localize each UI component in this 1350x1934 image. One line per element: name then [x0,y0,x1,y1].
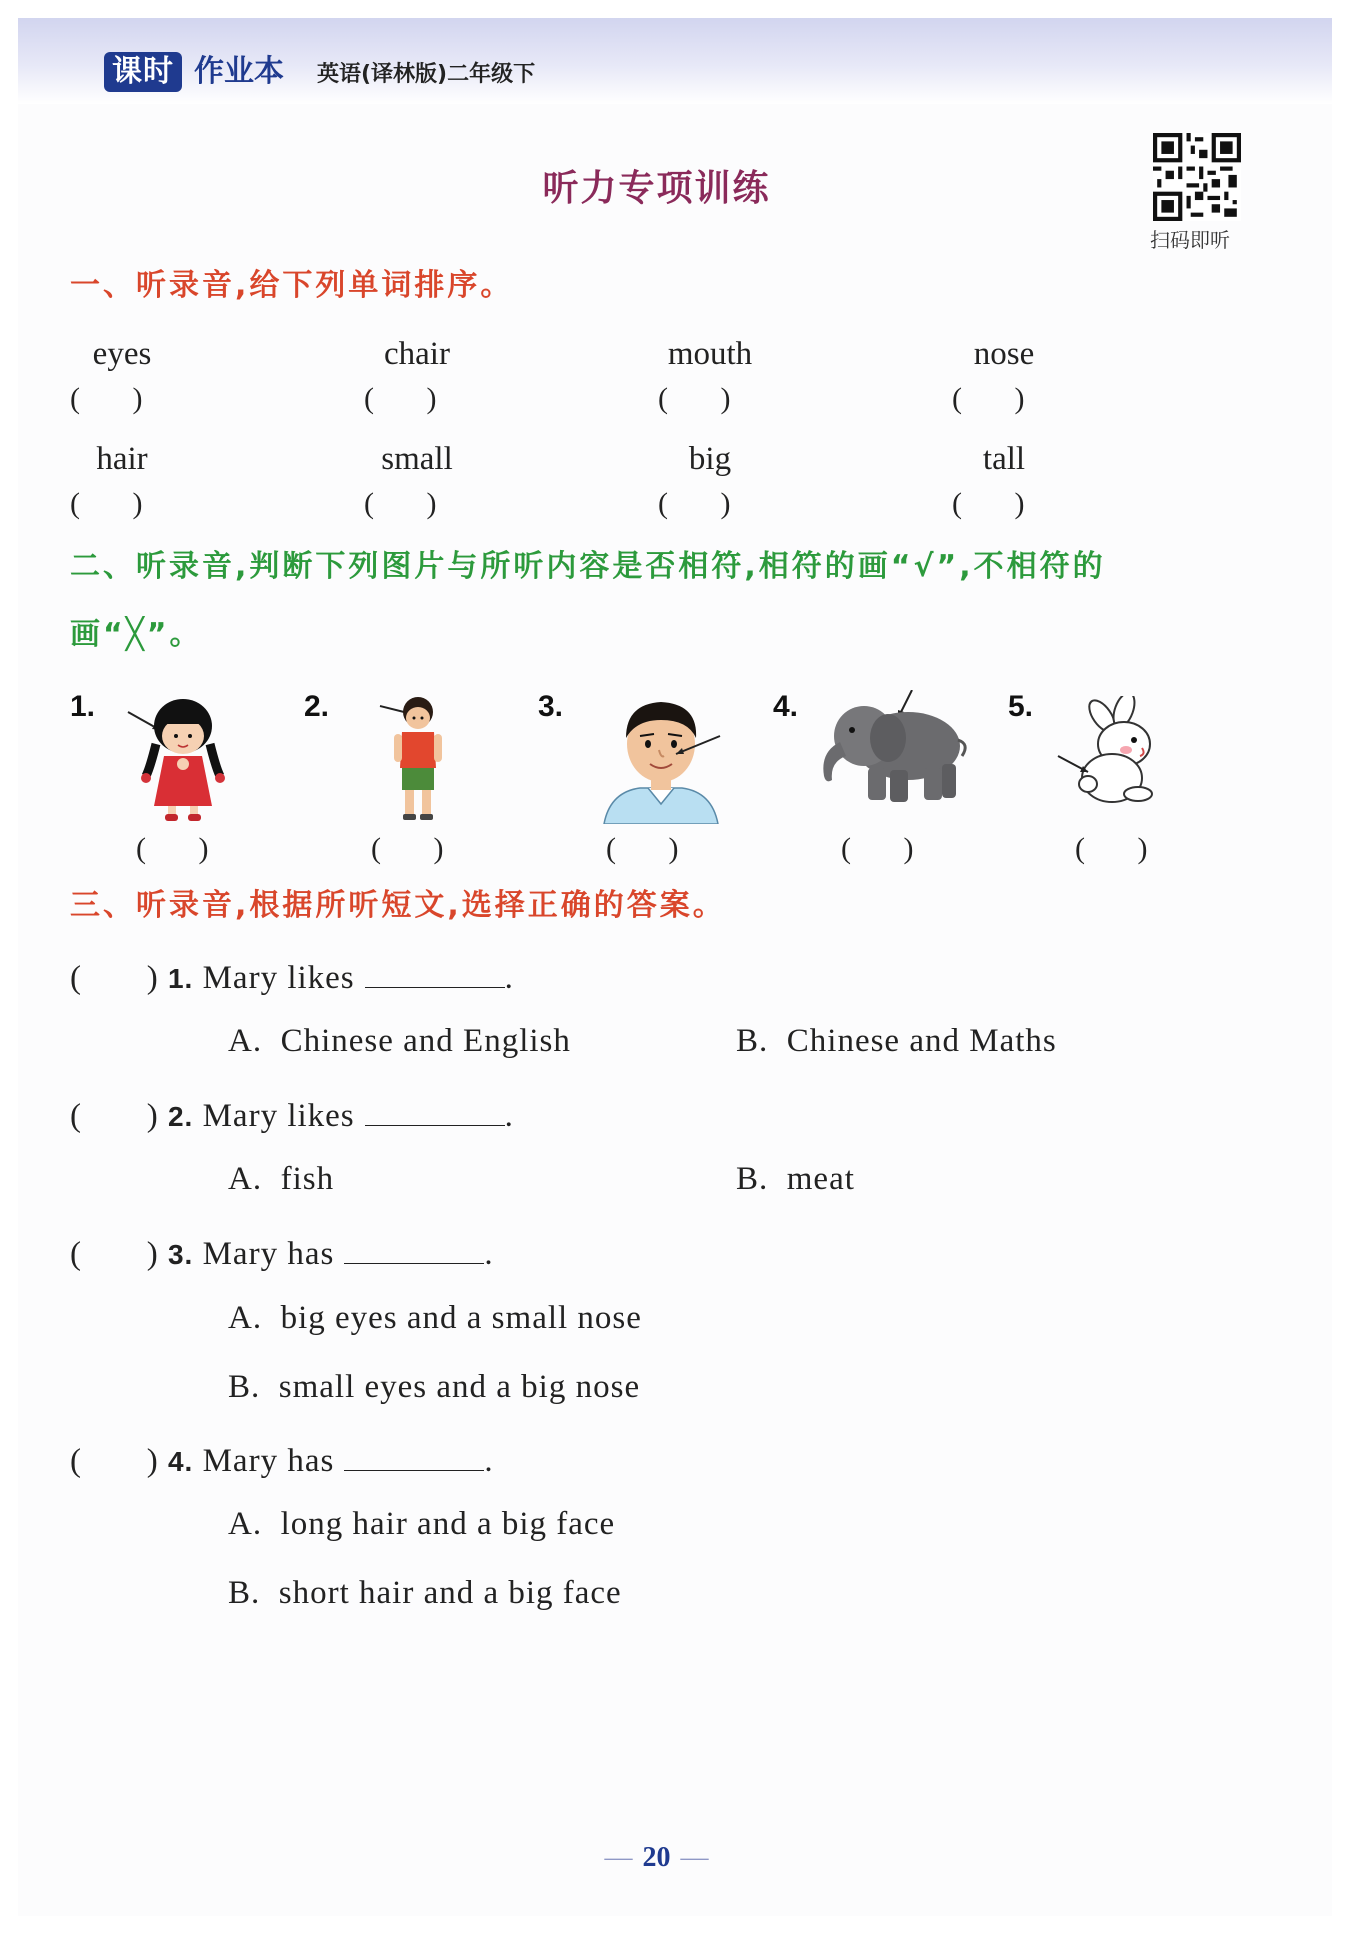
answer-blank[interactable]: ( ) [70,1236,159,1272]
boy-standing-picture [374,690,454,826]
word-chair: chair [384,336,450,372]
section1-heading: 一、听录音,给下列单词排序。 [70,268,514,303]
answer-blank[interactable]: ( ) [371,832,444,865]
picture-number: 2. [304,690,330,723]
answer-blank[interactable]: ( ) [1075,832,1148,865]
answer-blank[interactable]: ( ) [70,487,143,520]
qr-code-icon[interactable] [1153,133,1241,221]
question-number: 4. [167,1446,194,1477]
elephant-picture [812,690,972,808]
picture-number: 4. [773,690,799,723]
book-subtitle: 英语(译林版)二年级下 [317,62,536,87]
fill-blank-line[interactable] [365,954,505,988]
word-tall: tall [982,441,1026,477]
word-hair: hair [96,441,148,477]
question-3: ( ) 3. Mary has . [70,1230,494,1273]
question-stem: Mary likes [202,1098,355,1134]
question-stem: Mary likes [202,960,355,996]
word-small: small [381,441,453,477]
option-a[interactable]: A. fish [228,1161,335,1197]
section2-heading-line1: 二、听录音,判断下列图片与所听内容是否相符,相符的画“√”,不相符的 [70,549,1106,584]
section3-heading: 三、听录音,根据所听短文,选择正确的答案。 [70,888,726,923]
option-a[interactable]: A. long hair and a big face [228,1506,616,1542]
word-big: big [688,441,732,477]
answer-blank[interactable]: ( ) [364,382,437,415]
brand-badge: 课时 [104,52,182,92]
answer-blank[interactable]: ( ) [952,487,1025,520]
answer-blank[interactable]: ( ) [70,1443,159,1479]
question-1: ( ) 1. Mary likes . [70,954,514,997]
picture-number: 5. [1008,690,1034,723]
answer-blank[interactable]: ( ) [952,382,1025,415]
answer-blank[interactable]: ( ) [70,960,159,996]
question-stem: Mary has [202,1236,335,1272]
answer-blank[interactable]: ( ) [658,487,731,520]
answer-blank[interactable]: ( ) [136,832,209,865]
section2-heading-line2: 画“╳”。 [70,617,203,652]
fill-blank-line[interactable] [344,1437,484,1471]
rabbit-picture [1056,696,1174,814]
page-title: 听力专项训练 [542,168,771,209]
answer-blank[interactable]: ( ) [658,382,731,415]
fill-blank-line[interactable] [365,1092,505,1126]
question-4: ( ) 4. Mary has . [70,1437,494,1480]
question-stem: Mary has [202,1443,335,1479]
question-number: 1. [167,963,194,994]
girl-picture [120,684,240,824]
option-a[interactable]: A. Chinese and English [228,1023,571,1059]
answer-blank[interactable]: ( ) [70,1098,159,1134]
answer-blank[interactable]: ( ) [364,487,437,520]
option-b[interactable]: B. meat [736,1161,855,1197]
word-mouth: mouth [667,336,753,372]
answer-blank[interactable]: ( ) [70,382,143,415]
brand-name: 作业本 [194,54,284,89]
question-number: 2. [167,1101,194,1132]
page-number: — 20 — [604,1842,709,1873]
qr-label: 扫码即听 [1150,228,1230,252]
option-b[interactable]: B. Chinese and Maths [736,1023,1057,1059]
answer-blank[interactable]: ( ) [841,832,914,865]
picture-number: 1. [70,690,96,723]
option-a[interactable]: A. big eyes and a small nose [228,1300,642,1336]
picture-number: 3. [538,690,564,723]
fill-blank-line[interactable] [344,1230,484,1264]
word-eyes: eyes [92,336,152,372]
answer-blank[interactable]: ( ) [606,832,679,865]
word-nose: nose [973,336,1035,372]
option-b[interactable]: B. small eyes and a big nose [228,1369,641,1405]
question-2: ( ) 2. Mary likes . [70,1092,514,1135]
option-b[interactable]: B. short hair and a big face [228,1575,622,1611]
boy-face-picture [600,692,722,824]
question-number: 3. [167,1239,194,1270]
